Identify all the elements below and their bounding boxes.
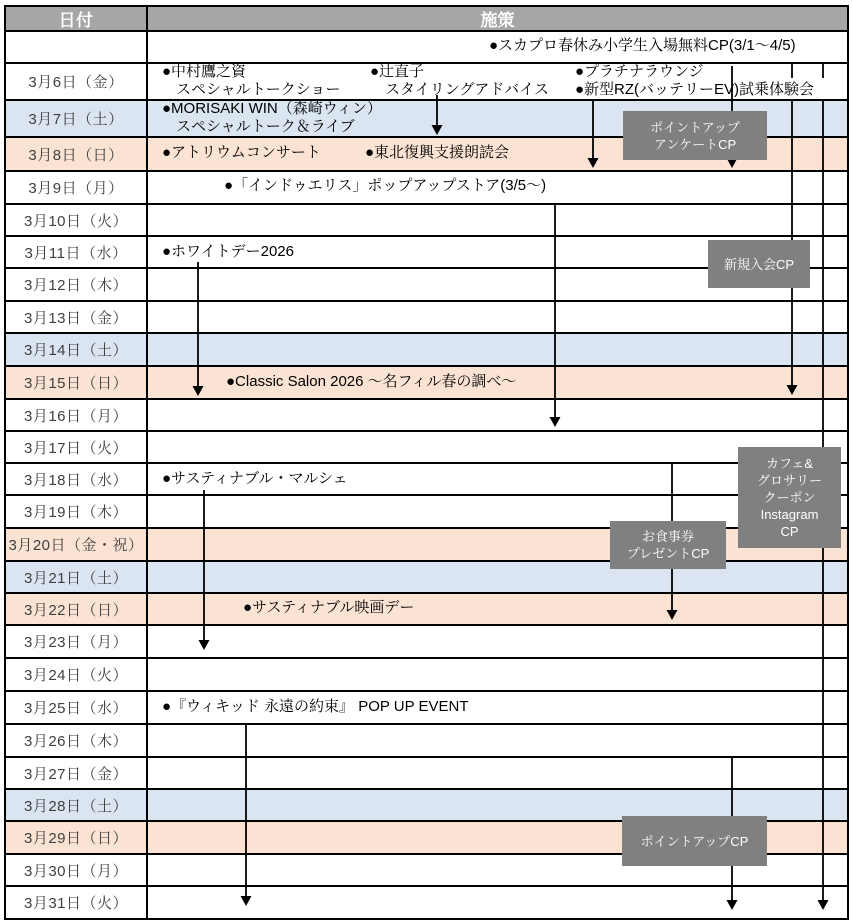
table-row <box>6 659 847 692</box>
campaign-box-line: アンケートCP <box>653 136 737 152</box>
date-cell: 3月25日（水） <box>6 692 148 723</box>
table-row <box>6 205 847 237</box>
date-cell: 3月23日（月） <box>6 626 148 657</box>
campaign-box-line: グロサリー <box>756 473 822 488</box>
event-label-line: スペシャルトーク＆ライブ <box>176 118 355 135</box>
table-row <box>6 594 847 626</box>
date-column-header: 日付 <box>6 7 148 30</box>
table-row <box>6 626 847 659</box>
campaign-box <box>708 240 810 288</box>
event-label-line: ●「インドゥエリス」ポップアップストア(3/5〜) <box>224 177 547 194</box>
policy-column-header: 施策 <box>480 11 515 30</box>
event-label-line: ●東北復興支援朗読会 <box>365 144 510 161</box>
event-label <box>489 37 796 55</box>
header-row <box>6 7 847 32</box>
date-cell: 3月31日（火） <box>6 887 148 918</box>
date-cell: 3月16日（月） <box>6 400 148 430</box>
event-label <box>226 373 516 391</box>
event-label <box>243 599 414 617</box>
event-label-line: ●スカプロ春休み小学生入場無料CP(3/1〜4/5) <box>489 37 796 54</box>
policy-cell <box>148 205 847 235</box>
event-label-line: ●MORISAKI WIN（森崎ウィン） <box>162 100 382 117</box>
date-cell: 3月15日（日） <box>6 367 148 398</box>
event-label-line: ●ホワイトデー2026 <box>162 243 294 260</box>
event-label-line: ●サスティナブル映画デー <box>243 599 415 616</box>
event-label-line: ●『ウィキッド 永遠の約束』 POP UP EVENT <box>162 698 469 715</box>
date-cell: 3月8日（日） <box>6 138 148 170</box>
date-cell: 3月18日（水） <box>6 464 148 494</box>
event-label-line: ●サスティナブル・マルシェ <box>162 470 348 487</box>
table-row <box>6 432 847 464</box>
table-row <box>6 334 847 367</box>
event-label <box>162 243 294 261</box>
table-row <box>6 464 847 496</box>
date-cell: 3月17日（火） <box>6 432 148 462</box>
policy-cell <box>148 302 847 332</box>
event-label-line: ●辻直子 <box>370 63 425 80</box>
date-cell: 3月28日（土） <box>6 790 148 820</box>
date-cell: 3月30日（月） <box>6 855 148 885</box>
date-cell: 3月9日（月） <box>6 172 148 203</box>
campaign-box-line: クーポン <box>763 490 816 505</box>
campaign-box-line: Instagram <box>760 507 819 522</box>
policy-cell <box>148 725 847 756</box>
date-cell: 3月11日（水） <box>6 237 148 267</box>
date-cell: 3月14日（土） <box>6 334 148 365</box>
campaign-box-line: カフェ& <box>765 456 814 471</box>
table-row <box>6 758 847 790</box>
date-cell: 3月27日（金） <box>6 758 148 788</box>
date-cell: 3月20日（金・祝） <box>6 529 148 560</box>
campaign-box <box>623 111 767 160</box>
policy-cell <box>148 562 847 592</box>
date-cell: 3月29日（日） <box>6 822 148 853</box>
table-row <box>6 725 847 758</box>
date-cell: 3月10日（火） <box>6 205 148 235</box>
date-cell: 3月12日（木） <box>6 269 148 300</box>
campaign-box-line: 新規入会CP <box>723 256 795 272</box>
campaign-box <box>610 521 726 569</box>
event-label <box>365 144 509 162</box>
date-cell: 3月13日（金） <box>6 302 148 332</box>
campaign-box-line: お食事券 <box>641 529 694 544</box>
policy-cell <box>148 626 847 657</box>
event-label-line: スタイリングアドバイス <box>385 81 549 98</box>
campaign-box-line: プレゼントCP <box>626 546 710 561</box>
event-label <box>575 63 814 99</box>
campaign-box-line: ポイントアップCP <box>640 833 749 849</box>
table-row <box>6 302 847 334</box>
date-cell: 3月24日（火） <box>6 659 148 690</box>
event-label-line: ●アトリウムコンサート <box>162 144 321 161</box>
event-label-line: ●Classic Salon 2026 〜名フィル春の調べ〜 <box>226 373 517 390</box>
policy-cell <box>148 887 847 918</box>
date-cell: 3月19日（木） <box>6 496 148 527</box>
date-cell: 3月21日（土） <box>6 562 148 592</box>
date-cell: 3月22日（日） <box>6 594 148 624</box>
campaign-box <box>738 447 841 548</box>
event-label <box>370 63 549 99</box>
table-row <box>6 887 847 918</box>
policy-cell <box>148 400 847 430</box>
event-label <box>162 100 382 136</box>
campaign-box-line: CP <box>780 524 799 539</box>
date-cell: 3月26日（木） <box>6 725 148 756</box>
event-label <box>162 470 348 488</box>
policy-cell <box>148 659 847 690</box>
event-label-line: ●プラチナラウンジ <box>575 63 704 80</box>
event-label-line: ●新型RZ(バッテリーEV)試乗体験会 <box>575 81 815 98</box>
date-cell <box>6 32 148 62</box>
event-label <box>162 63 340 99</box>
policy-cell <box>148 758 847 788</box>
date-cell: 3月7日（土） <box>6 101 148 136</box>
table-row <box>6 400 847 432</box>
event-label <box>224 177 546 195</box>
event-label <box>162 698 469 716</box>
campaign-box <box>622 816 767 866</box>
date-cell: 3月6日（金） <box>6 64 148 99</box>
event-label-line: ●中村鷹之資 <box>162 63 247 80</box>
event-label-line: スペシャルトークショー <box>176 81 341 98</box>
policy-cell <box>148 334 847 365</box>
campaign-box-line: ポイントアップ <box>650 119 740 135</box>
event-label <box>162 144 321 162</box>
